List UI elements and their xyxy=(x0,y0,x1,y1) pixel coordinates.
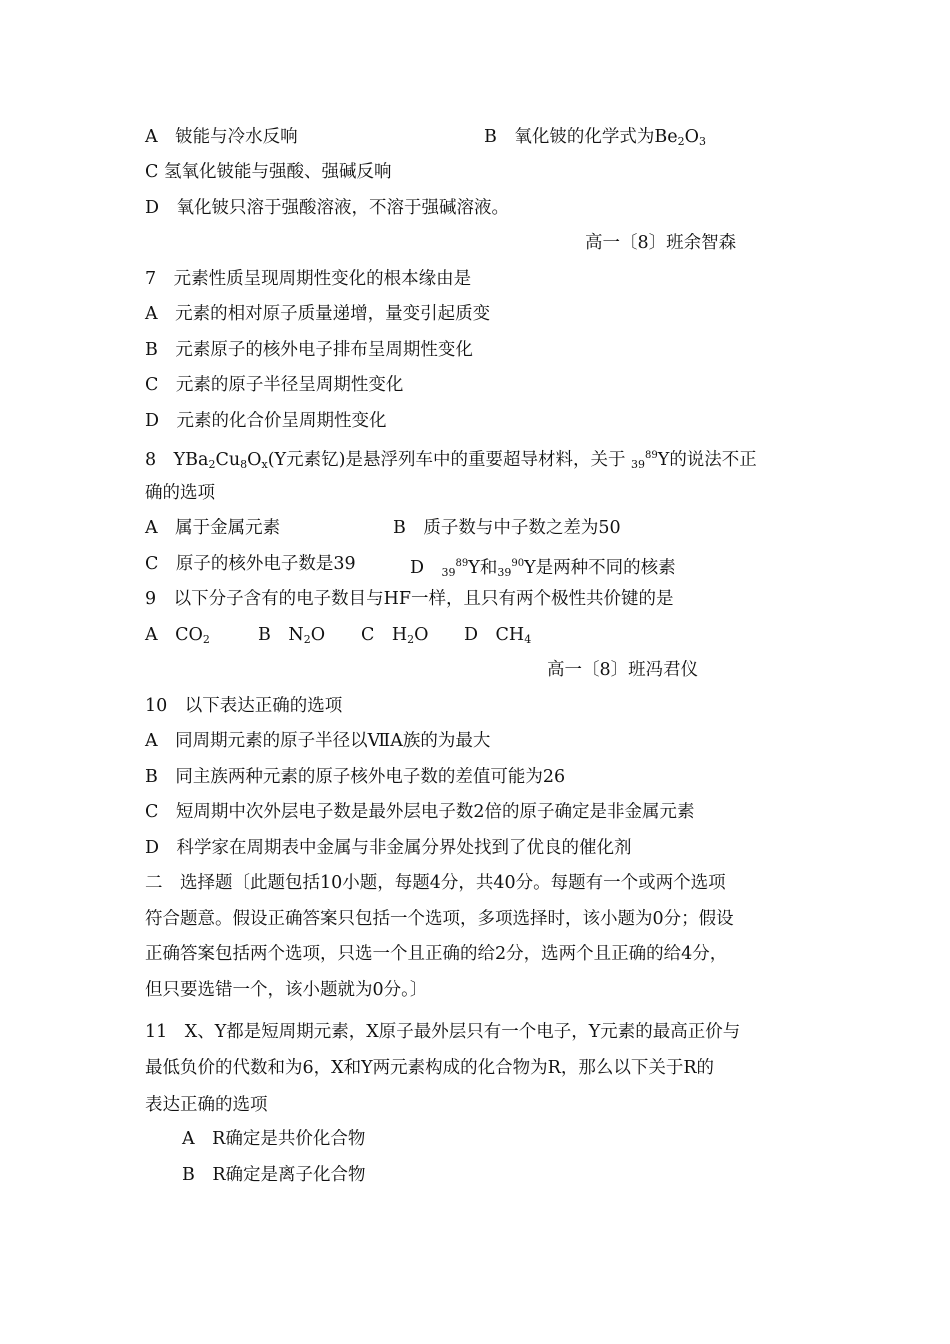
mass-number: 90 xyxy=(511,558,525,569)
section-heading: 二 选择题〔此题包括10小题，每题4分，共40分。每题有一个或两个选项 xyxy=(145,873,726,893)
subscript: 4 xyxy=(524,633,532,646)
q10-option-a: A 同周期元素的原子半径以ⅦA族的为最大 xyxy=(145,731,491,751)
option-letter: D xyxy=(410,558,442,578)
q7-option-b: B 元素原子的核外电子排布呈周期性变化 xyxy=(145,340,473,360)
formula-part: O xyxy=(247,450,262,470)
formula-part: O xyxy=(414,625,429,645)
section-instructions: 符合题意。假设正确答案只包括一个选项，多项选择时，该小题为0分；假设 xyxy=(145,909,734,929)
q6-option-b xyxy=(484,125,706,154)
q7-stem: 7 元素性质呈现周期性变化的根本缘由是 xyxy=(145,269,472,289)
subscript: 3 xyxy=(698,135,706,148)
element-symbol: Y xyxy=(657,450,670,470)
mass-number: 89 xyxy=(455,558,469,569)
q9-option-a xyxy=(145,623,210,652)
formula-part: A CO xyxy=(145,625,203,645)
q8-stem-text: (Y元素钇)是悬浮列车中的重要超导材料，关于 xyxy=(267,450,632,470)
q10-option-b: B 同主族两种元素的原子核外电子数的差值可能为26 xyxy=(145,767,566,787)
q9-option-c xyxy=(361,623,429,652)
atomic-number: 39 xyxy=(497,566,512,579)
q10-option-d: D 科学家在周期表中金属与非金属分界处找到了优良的催化剂 xyxy=(145,838,632,858)
mass-number: 89 xyxy=(645,450,658,461)
q8-option-a: A 属于金属元素 xyxy=(145,518,281,538)
q10-stem: 10 以下表达正确的选项 xyxy=(145,696,343,716)
q9-option-b xyxy=(258,623,325,652)
subscript: 2 xyxy=(677,135,685,148)
q11-option-a: A R确定是共价化合物 xyxy=(182,1129,366,1149)
q8-option-d xyxy=(410,552,676,585)
element-symbol: Y xyxy=(524,558,536,578)
formula-part: Be xyxy=(654,127,678,147)
q9-option-d xyxy=(464,623,531,652)
author-credit: 高一〔8〕班冯君仪 xyxy=(547,660,699,680)
formula-part: 8 YBa xyxy=(145,450,209,470)
q6-option-a: A 铍能与冷水反响 xyxy=(145,127,298,147)
formula-part: D CH xyxy=(464,625,525,645)
subscript: 2 xyxy=(407,633,415,646)
subscript: 2 xyxy=(202,633,210,646)
q11-option-b: B R确定是离子化合物 xyxy=(182,1165,366,1185)
q7-option-a: A 元素的相对原子质量递增，量变引起质变 xyxy=(145,304,491,324)
conjunction: 和 xyxy=(479,558,498,578)
q11-stem: 11 X、Y都是短周期元素，X原子最外层只有一个电子，Y元素的最高正价与 xyxy=(145,1022,741,1042)
q8-stem-line2: 确的选项 xyxy=(145,483,215,503)
q11-stem: 表达正确的选项 xyxy=(145,1095,268,1115)
formula-part: C H xyxy=(361,625,408,645)
q6-option-b-text: B 氧化铍的化学式为 xyxy=(484,127,655,147)
section-instructions: 正确答案包括两个选项，只选一个且正确的给2分，选两个且正确的给4分， xyxy=(145,944,728,964)
formula-part: B N xyxy=(258,625,304,645)
subscript: x xyxy=(261,458,268,471)
element-symbol: Y xyxy=(468,558,480,578)
q9-stem: 9 以下分子含有的电子数目与HF一样，且只有两个极性共价键的是 xyxy=(145,589,674,609)
q7-option-d: D 元素的化合价呈周期性变化 xyxy=(145,411,387,431)
subscript: 2 xyxy=(208,458,216,471)
q6-option-d: D 氧化铍只溶于强酸溶液，不溶于强碱溶液。 xyxy=(145,198,510,218)
formula-part: O xyxy=(310,625,326,645)
q8-option-b: B 质子数与中子数之差为50 xyxy=(393,518,621,538)
subscript: 8 xyxy=(240,458,248,471)
q8-stem-text: 的说法不正 xyxy=(669,450,757,470)
subscript: 2 xyxy=(303,633,311,646)
formula-part: O xyxy=(684,127,699,147)
section-instructions: 但只要选错一个，该小题就为0分。〕 xyxy=(145,980,428,1000)
atomic-number: 39 xyxy=(631,458,646,471)
formula-part: Cu xyxy=(215,450,241,470)
author-credit: 高一〔8〕班余智森 xyxy=(585,233,737,253)
q10-option-c: C 短周期中次外层电子数是最外层电子数2倍的原子确定是非金属元素 xyxy=(145,802,695,822)
atomic-number: 39 xyxy=(441,566,456,579)
q7-option-c: C 元素的原子半径呈周期性变化 xyxy=(145,375,404,395)
q6-option-c: C 氢氧化铍能与强酸、强碱反响 xyxy=(145,162,392,182)
q11-stem: 最低负价的代数和为6，X和Y两元素构成的化合物为R，那么以下关于R的 xyxy=(145,1058,714,1078)
q8-option-d-text: 是两种不同的核素 xyxy=(535,558,676,578)
q8-option-c: C 原子的核外电子数是39 xyxy=(145,554,356,574)
q8-stem xyxy=(145,444,757,477)
